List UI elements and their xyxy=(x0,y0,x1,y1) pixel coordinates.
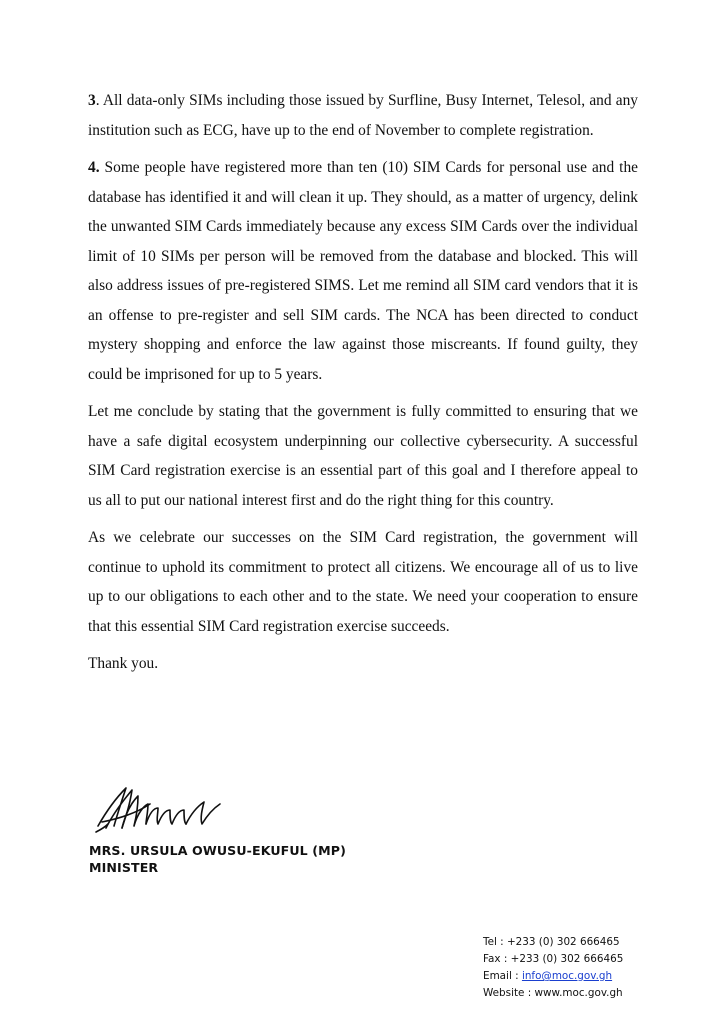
paragraph-number: 4. xyxy=(88,159,100,176)
contact-email-row xyxy=(483,968,623,985)
paragraph-text: As we celebrate our successes on the SIM Card registration, the government will continue to uphold its commitment to protect all citizens. We encourage all of us to live up to our obligations to each other and to the state. We need your cooperation to ensure that this essential SIM Card registration exercise succeeds. xyxy=(88,529,638,635)
paragraph-text: Some people have registered more than ten (10) SIM Cards for personal use and the database has identified it and will clean it up. They should, as a matter of urgency, delink the unwanted SIM Cards immediately because any excess SIM Cards over the individual limit of 10 SIMs per person will be removed from the database and blocked. This will also address issues of pre-registered SIMS. Let me remind all SIM card vendors that it is an offense to pre-register and sell SIM cards. The NCA has been directed to conduct mystery shopping and enforce the law against those miscreants. If found guilty, they could be imprisoned for up to 5 years. xyxy=(88,159,638,383)
paragraph-4 xyxy=(88,153,638,389)
email-link[interactable]: info@moc.gov.gh xyxy=(521,970,613,982)
paragraph-text: Let me conclude by stating that the government is fully committed to ensuring that we have a safe digital ecosystem underpinning our collective cybersecurity. A successful SIM Card registration exercise is an essential part of this goal and I therefore appeal to us all to put our national interest first and do the right thing for this country. xyxy=(88,403,638,509)
paragraph-celebration xyxy=(88,523,638,641)
contact-tel: Tel : +233 (0) 302 666465 xyxy=(483,936,620,948)
paragraph-conclusion xyxy=(88,397,638,515)
contact-email-label: Email : xyxy=(483,970,522,982)
contact-website: Website : www.moc.gov.gh xyxy=(483,987,623,999)
signer-title: MINISTER xyxy=(89,860,159,875)
paragraph-3 xyxy=(88,86,638,145)
closing-text: Thank you. xyxy=(88,655,159,672)
paragraph-text: . All data-only SIMs including those issued by Surfline, Busy Internet, Telesol, and any institution such as ECG, have up to the end of November to complete registration. xyxy=(88,92,638,139)
handwritten-signature xyxy=(92,782,232,842)
signer-name: MRS. URSULA OWUSU-EKUFUL (MP) xyxy=(89,843,346,858)
letter-body xyxy=(88,86,638,679)
signer-block xyxy=(89,842,346,876)
contact-fax: Fax : +233 (0) 302 666465 xyxy=(483,953,624,965)
paragraph-number: 3 xyxy=(88,92,96,109)
contact-block xyxy=(483,934,623,1002)
